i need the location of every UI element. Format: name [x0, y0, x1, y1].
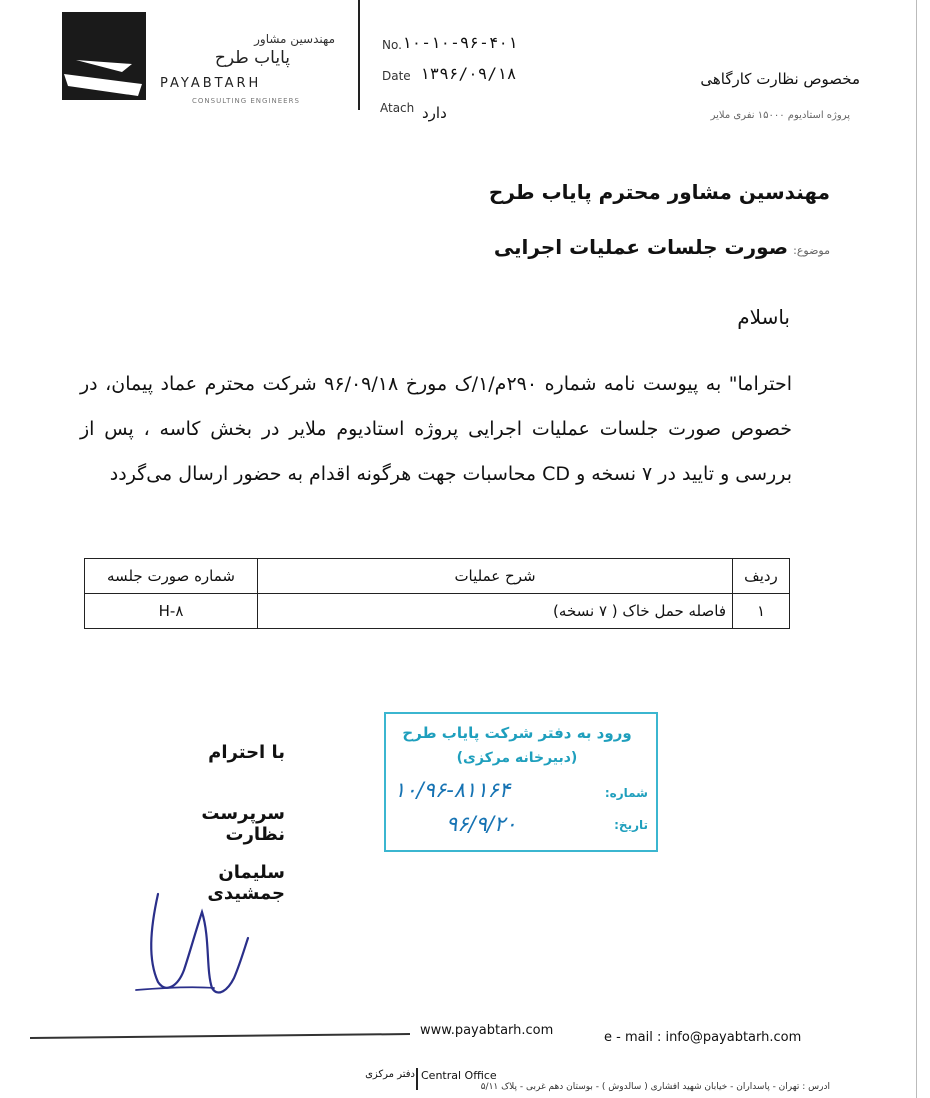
letter-number-label: No.	[382, 38, 402, 52]
stamp-subtitle: (دبیرخانه مرکزی)	[456, 750, 578, 766]
office-label-en: Central Office	[421, 1069, 497, 1082]
email-link[interactable]: e - mail : info@payabtarh.com	[604, 1030, 802, 1045]
table-cell-index: ۱	[733, 594, 790, 629]
letter-number: ۱۰-۱۰-۹۶-۴۰۱	[402, 33, 518, 52]
letter-date: ۱۳۹۶/۰۹/۱۸	[420, 64, 517, 83]
subject-label: موضوع:	[793, 244, 830, 257]
letter-date-label: Date	[382, 69, 411, 83]
brand-name-fa: پایاب طرح	[214, 48, 290, 68]
operations-table	[84, 558, 790, 629]
stamp-number-label: شماره:	[604, 786, 648, 800]
signer-name: سلیمان جمشیدی	[207, 862, 285, 904]
brand-subtitle: CONSULTING ENGINEERS	[192, 97, 300, 105]
office-label-fa: دفتر مرکزی	[365, 1069, 415, 1080]
signer-position: سرپرست نظارت	[201, 803, 285, 845]
table-row	[85, 594, 790, 629]
table-header: شرح عملیات	[258, 559, 733, 594]
letterhead-divider	[358, 0, 360, 110]
letter-body: احتراما" به پیوست نامه شماره ۲۹۰م/۱/ک مورخ ۹۶/۰۹/۱۸ شرکت محترم عماد پیمان، در خصوص صورت جلسات عملیات اجرایی پروژه استادیوم ملایر در بخش کاسه ، پس از بررسی و تایید در ۷ نسخه و CD محاسبات جهت هرگونه اقدام به حضور ارسال می‌گردد	[80, 373, 792, 485]
attachment-label: Atach	[380, 101, 415, 115]
footer-rule	[30, 1033, 410, 1039]
payabtarh-logo-icon	[62, 12, 146, 100]
brand-name-fa-small: مهندسین مشاور	[254, 32, 335, 46]
page-edge-line	[916, 0, 917, 1098]
signature-icon	[130, 890, 280, 1005]
closing-regards: با احترام	[208, 742, 285, 763]
table-cell-description: فاصله حمل خاک ( ۷ نسخه)	[258, 594, 733, 629]
attachment-value: دارد	[422, 104, 447, 122]
office-address: آدرس : تهران - پاسداران - خیابان شهید افشاری ( سالدوش ) - بوستان دهم غربی - پلاک ۵/۱۱	[480, 1082, 830, 1092]
confidential-subtitle: پروژه استادیوم ۱۵۰۰۰ نفری ملایر	[710, 110, 850, 121]
table-header-row	[85, 559, 790, 594]
table-cell-number: H-۸	[85, 594, 258, 629]
brand-name-en: PAYABTARH	[160, 76, 262, 91]
stamp-title: ورود به دفتر شرکت پایاب طرح	[402, 724, 632, 742]
confidential-title: مخصوص نظارت کارگاهی	[700, 70, 860, 88]
receipt-stamp	[384, 712, 658, 852]
greeting: باسلام	[737, 305, 790, 329]
table-header: ردیف	[733, 559, 790, 594]
recipient: مهندسین مشاور محترم پایاب طرح	[488, 180, 830, 204]
website-link[interactable]: www.payabtarh.com	[420, 1023, 554, 1038]
table-header: شماره صورت جلسه	[85, 559, 258, 594]
subject-line	[420, 235, 830, 259]
subject: صورت جلسات عملیات اجرایی	[493, 235, 789, 259]
stamp-number: ۱۰/۹۶-۸۱۱۶۴	[394, 778, 511, 802]
stamp-date-label: تاریخ:	[614, 818, 648, 832]
stamp-date: ۹۶/۹/۲۰	[446, 812, 517, 836]
